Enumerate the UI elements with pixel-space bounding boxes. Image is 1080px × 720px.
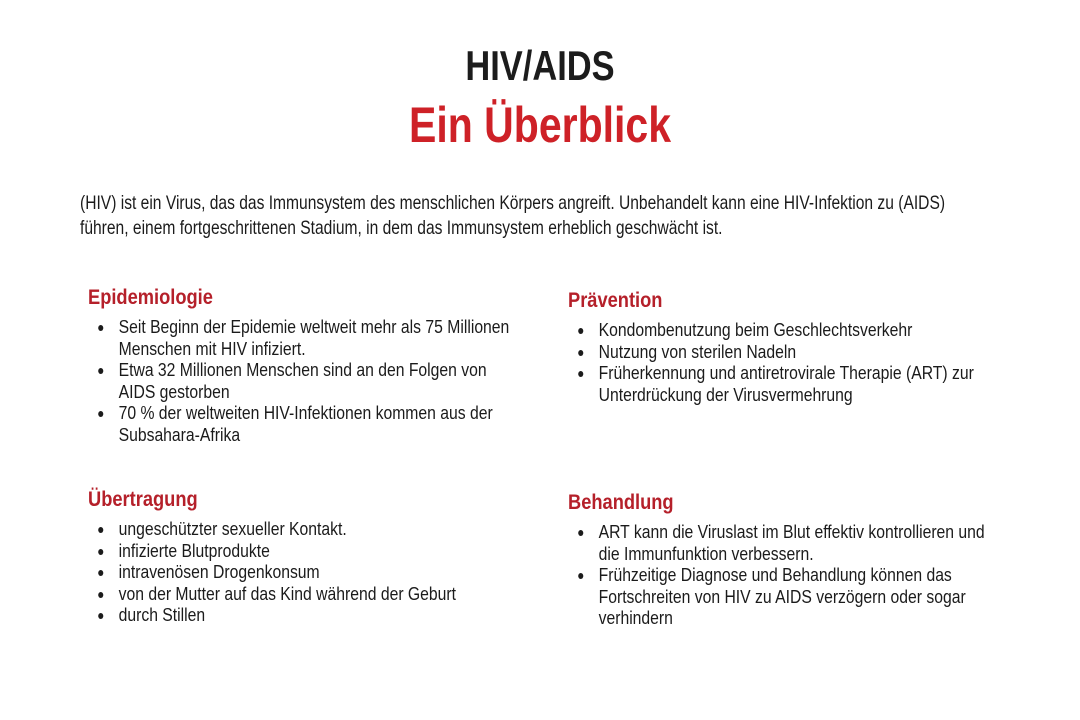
list-item: • Frühzeitige Diagnose und Behandlung können das Fortschreiten von HIV zu AIDS verzögern oder sogar verhindern	[594, 564, 998, 629]
section-behandlung	[568, 489, 997, 629]
list-item: • Seit Beginn der Epidemie weltweit mehr als 75 Millionen Menschen mit HIV infiziert.	[114, 316, 518, 359]
section-uebertragung	[88, 486, 517, 626]
section-uebertragung-title: Übertragung	[88, 487, 198, 511]
section-uebertragung-list	[88, 518, 517, 626]
intro-paragraph: (HIV) ist ein Virus, das das Immunsystem des menschlichen Körpers angreift. Unbehandelt kann eine HIV-Infektion zu (AIDS) führen, einem fortgeschrittenen Stadium, in dem das Immunsystem erheblich geschwächt ist.	[80, 192, 946, 239]
section-behandlung-title: Behandlung	[568, 490, 674, 514]
list-item: • ART kann die Viruslast im Blut effektiv kontrollieren und die Immunfunktion verbessern.	[594, 521, 998, 564]
section-epidemiologie-list	[88, 316, 517, 445]
list-item: • Früherkennung und antiretrovirale Therapie (ART) zur Unterdrückung der Virusvermehrung	[594, 362, 998, 405]
list-item: • Kondombenutzung beim Geschlechtsverkehr	[594, 319, 998, 341]
page-subtitle: Ein Überblick	[408, 97, 672, 153]
section-praevention-title: Prävention	[568, 288, 663, 312]
section-epidemiologie-title: Epidemiologie	[88, 285, 213, 309]
page-title: HIV/AIDS	[465, 42, 615, 89]
list-item: • 70 % der weltweiten HIV-Infektionen kommen aus der Subsahara-Afrika	[114, 402, 518, 445]
list-item: • infizierte Blutprodukte	[114, 540, 518, 562]
section-praevention	[568, 287, 997, 405]
list-item: • ungeschützter sexueller Kontakt.	[114, 518, 518, 540]
section-epidemiologie	[88, 284, 517, 445]
section-praevention-list	[568, 319, 997, 405]
list-item: • Nutzung von sterilen Nadeln	[594, 341, 998, 363]
list-item: • intravenösen Drogenkonsum	[114, 561, 518, 583]
list-item: • von der Mutter auf das Kind während der Geburt	[114, 583, 518, 605]
list-item: • Etwa 32 Millionen Menschen sind an den Folgen von AIDS gestorben	[114, 359, 518, 402]
list-item: • durch Stillen	[114, 604, 518, 626]
section-behandlung-list	[568, 521, 997, 629]
